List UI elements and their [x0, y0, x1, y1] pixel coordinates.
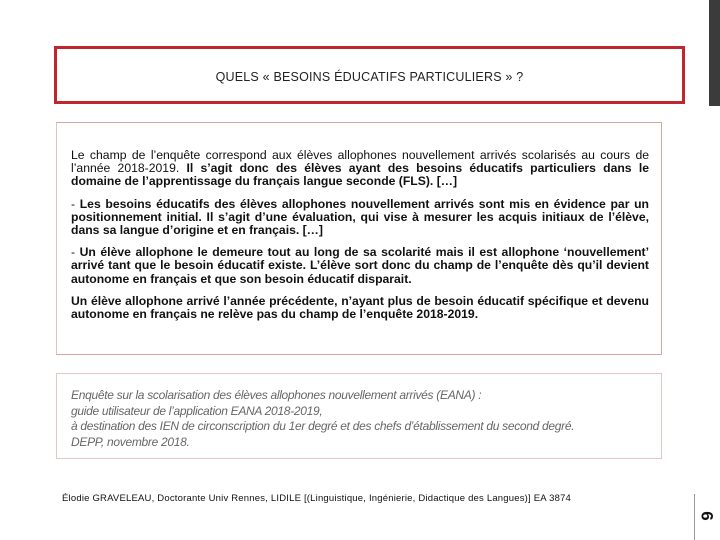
- title-box: [54, 46, 685, 104]
- page-number: 6: [697, 511, 717, 521]
- paragraph-1-emphasis: Il s’agit donc des élèves ayant des besoins éducatifs particuliers dans le domaine de l’apprentissage du français langue seconde (FLS). […]: [71, 161, 649, 189]
- paragraph-3: [71, 246, 649, 286]
- reference-line-4: DEPP, novembre 2018.: [71, 434, 190, 449]
- paragraph-2: [71, 198, 649, 238]
- main-text-box: [56, 122, 662, 355]
- paragraph-1: [71, 149, 649, 189]
- paragraph-3-text: Un élève allophone le demeure tout au long de sa scolarité mais il est allophone ‘nouvellement’ arrivé tant que le besoin éducatif existe. L’élève sort donc du champ de l’enquête dès qu’il devient autonome en français et que son besoin éducatif disparait.: [71, 245, 649, 286]
- paragraph-2-text: Les besoins éducatifs des élèves allophones nouvellement arrivés sont mis en évidence par un positionnement initial. Il s’agit d’une évaluation, qui vise à mesurer les acquis initiaux de l’élève, dans sa langue d’origine et en français. […]: [71, 196, 650, 238]
- paragraph-3-dash: -: [71, 245, 80, 260]
- paragraph-2-dash: -: [71, 196, 80, 211]
- reference-line-1: Enquête sur la scolarisation des élèves allophones nouvellement arrivés (EANA) :: [71, 388, 482, 402]
- reference-line-2: guide utilisateur de l’application EANA 2018-2019,: [71, 403, 323, 418]
- paragraph-1-intro: Le champ de l’enquête correspond aux élèves allophones nouvellement arrivés scolarisés au cours de l’année 2018-2019.: [71, 148, 649, 176]
- footer-credit: Élodie GRAVELEAU, Doctorante Univ Rennes, LIDILE [(Linguistique, Ingénierie, Didactique des Langues)] EA 3874: [62, 493, 572, 504]
- decorative-side-bar: [709, 0, 720, 106]
- slide-title: QUELS « BESOINS ÉDUCATIFS PARTICULIERS » ?: [215, 70, 524, 84]
- reference-line-3: à destination des IEN de circonscription du 1er degré et des chefs d’établissement du second degré.: [71, 419, 575, 433]
- reference-box: [56, 373, 662, 459]
- paragraph-4: Un élève allophone arrivé l’année précédente, n’ayant plus de besoin éducatif spécifique et devenu autonome en français ne relève pas du champ de l’enquête 2018-2019.: [71, 293, 649, 322]
